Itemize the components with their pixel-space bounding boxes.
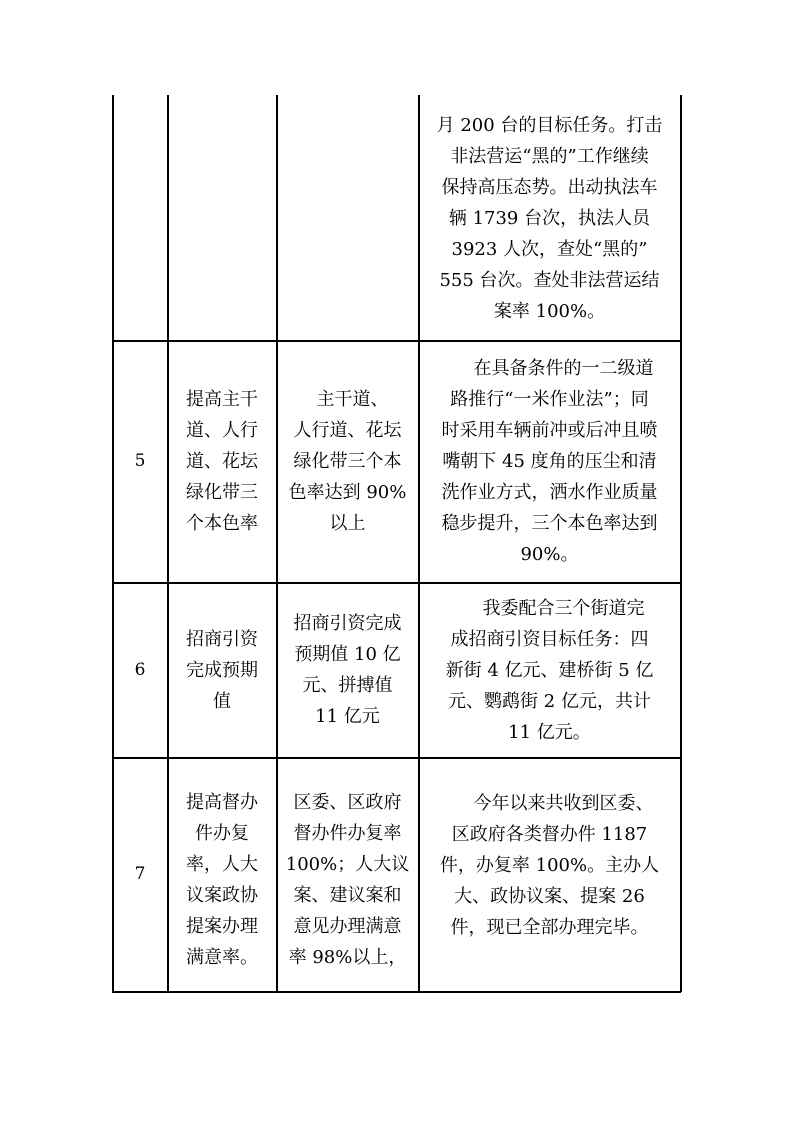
result-line: 稳步提升，三个本色率达到 — [441, 513, 658, 534]
result-line: 非法营运“黑的”工作继续 — [450, 146, 649, 167]
result-cell-5 — [419, 341, 680, 582]
target-cell-6 — [277, 583, 418, 757]
item-line: 提高督办 — [186, 791, 258, 813]
item-line: 议案政协 — [186, 884, 258, 906]
table-border-right — [680, 95, 682, 992]
item-line: 率，人大 — [186, 853, 258, 875]
row-number-5 — [113, 341, 167, 582]
target-line: 督办件办复率 — [293, 822, 402, 844]
result-line: 新街 4 亿元、建桥街 5 亿 — [445, 659, 654, 681]
target-line: 人行道、花坛 — [293, 420, 402, 441]
result-line: 案率 100%。 — [493, 301, 606, 322]
item-line: 件办复 — [195, 822, 249, 844]
item-line: 完成预期 — [186, 659, 258, 681]
item-line: 提高主干 — [186, 389, 258, 410]
result-line: 90%。 — [520, 544, 579, 565]
target-line: 11 亿元 — [315, 706, 380, 727]
item-line: 提案办理 — [186, 915, 258, 937]
result-line: 路推行“一米作业法”；同 — [450, 389, 649, 410]
target-line: 意见办理满意 — [293, 915, 402, 937]
item-line: 招商引资 — [186, 628, 258, 650]
result-line: 辆 1739 台次，执法人员 — [448, 208, 651, 229]
result-line: 555 台次。查处非法营运结 — [439, 270, 660, 291]
result-line: 保持高压态势。出动执法车 — [441, 177, 658, 198]
result-line: 嘴朝下 45 度角的压尘和清 — [442, 451, 657, 472]
row-number-6 — [113, 583, 167, 757]
result-line: 区政府各类督办件 1187 — [451, 824, 648, 845]
result-line: 大、政协议案、提案 26 — [454, 886, 645, 907]
item-line: 道、人行 — [186, 420, 258, 441]
target-line: 案、建议案和 — [293, 884, 402, 906]
result-line: 今年以来共收到区委、 — [473, 793, 654, 814]
target-line: 率 98%以上， — [288, 946, 407, 968]
target-cell-7 — [277, 758, 418, 991]
result-cell-7 — [419, 758, 680, 991]
table-border-bottom — [112, 991, 681, 993]
result-line: 我委配合三个街道完 — [482, 597, 645, 619]
row-number: 5 — [134, 451, 146, 471]
result-line: 洗作业方式，洒水作业质量 — [441, 482, 658, 503]
item-line: 满意率。 — [186, 946, 258, 968]
data-table — [112, 95, 681, 992]
row-number: 7 — [134, 864, 146, 884]
item-line: 值 — [213, 690, 231, 712]
result-line: 月 200 台的目标任务。打击 — [436, 115, 663, 136]
table-row — [419, 95, 680, 340]
target-line: 预期值 10 亿 — [294, 644, 401, 665]
result-line: 元、鹦鹉街 2 亿元，共计 — [448, 690, 651, 712]
result-line: 成招商引资目标任务：四 — [450, 628, 649, 650]
target-cell-5 — [277, 341, 418, 582]
target-line: 招商引资完成 — [293, 613, 402, 634]
result-cell-6 — [419, 583, 680, 757]
target-line: 区委、区政府 — [293, 791, 402, 813]
result-line: 件，现已全部办理完毕。 — [450, 917, 649, 938]
item-line: 绿化带三 — [186, 482, 258, 503]
target-line: 色率达到 90% — [288, 482, 407, 503]
item-cell-5 — [168, 341, 276, 582]
result-line: 件，办复率 100%。主办人 — [439, 855, 660, 876]
item-cell-6 — [168, 583, 276, 757]
item-line: 道、花坛 — [186, 451, 258, 472]
result-line: 11 亿元。 — [508, 721, 591, 743]
target-line: 100%；人大议 — [285, 853, 410, 875]
target-line: 以上 — [329, 513, 366, 534]
target-line: 主干道、 — [316, 389, 389, 410]
target-line: 元、拼搏值 — [302, 675, 393, 696]
item-cell-7 — [168, 758, 276, 991]
result-line: 时采用车辆前冲或后冲且喷 — [441, 420, 658, 441]
result-line: 3923 人次，查处“黑的” — [451, 239, 648, 260]
item-line: 个本色率 — [186, 513, 258, 534]
row-number-7 — [113, 758, 167, 991]
row-number: 6 — [134, 659, 146, 680]
result-line: 在具备条件的一二级道 — [473, 358, 654, 379]
target-line: 绿化带三个本 — [293, 451, 402, 472]
